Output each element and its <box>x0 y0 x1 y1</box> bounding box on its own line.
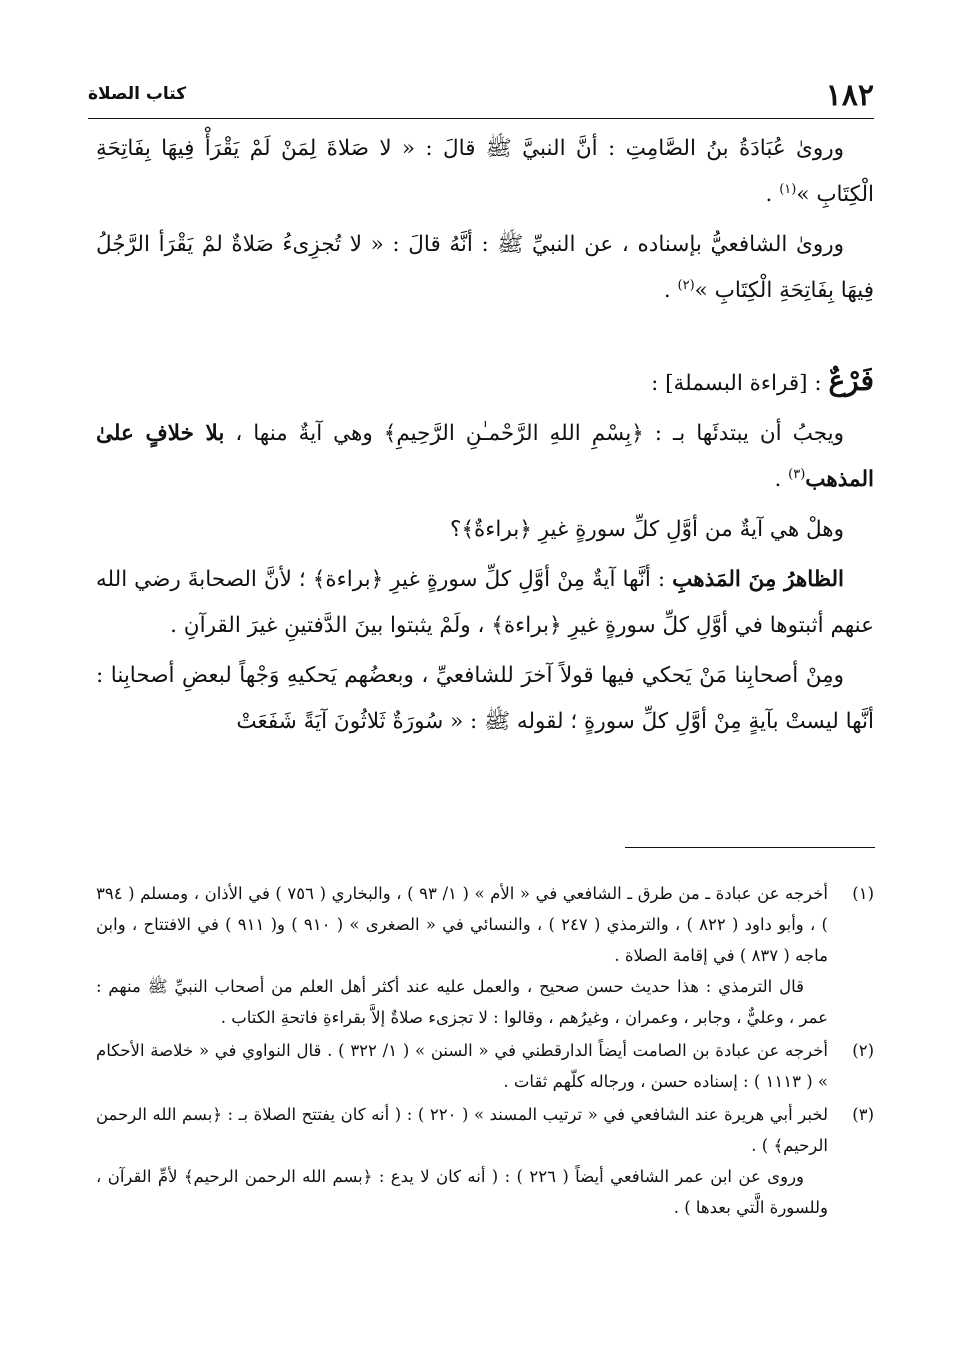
footnote-continuation: وروى عن ابن عمر الشافعي أيضاً ( ٢٢٦ ) : ( أنه كان لا يدع : ﴿بسم الله الرحمن الرحيم﴾ لأمِّ القرآن ، وللسورة الَّتي بعدها ) . <box>96 1167 828 1217</box>
paragraph-1 <box>96 126 874 218</box>
section-title: : [قراءة البسملة] : <box>651 371 829 396</box>
paragraph-1-end: . <box>765 182 780 207</box>
book-title: كتاب الصلاة <box>88 84 187 104</box>
footnote-number: (١) <box>852 884 874 903</box>
paragraph-3-text: ويجبُ أن يبتدئَها بـ : ﴿بِسْمِ اللهِ الرَّحْمـٰنِ الرَّحِيمِ﴾ وهي آيةٌ منها ، <box>224 421 844 446</box>
paragraph-1-text: وروىٰ عُبَادَةُ بنُ الصَّامِتِ : أنَّ النبيَّ ﷺ قالَ : « لا صَلاةَ لِمَنْ لَمْ يَقْرَأْ فِيهَا بِفَاتِحَةِ الْكِتَابِ » <box>96 136 874 207</box>
paragraph-2 <box>96 222 874 314</box>
footnote-3 <box>96 1099 874 1223</box>
paragraph-3 <box>96 411 874 503</box>
paragraph-5-bold: الظاهرُ مِنَ المَذهبِ <box>672 567 844 592</box>
paragraph-3-bold: بلا خلافٍ علىٰ المذهب <box>96 421 874 492</box>
main-text <box>96 126 874 745</box>
footnote-ref-1: (١) <box>779 181 797 197</box>
footnotes <box>96 878 874 1223</box>
paragraph-4: وهلْ هي آيةٌ من أوَّلِ كلِّ سورةٍ غيرِ ﴿براءةٌ﴾؟ <box>450 517 844 542</box>
paragraph-3-end: . <box>774 467 789 492</box>
paragraph-6: ومِنْ أصحابِنا مَنْ يَحكي فيها قولاً آخرَ للشافعيِّ ، وبعضُهم يَحكيهِ وَجْهاً لبعضِ أصحابِنا : أنَّها ليستْ بآيةٍ مِنْ أوَّلِ كلِّ سورةٍ ؛ لقوله ﷺ : « سُورَةٌ ثَلاثُونَ آيَةً شَفَعَتْ <box>96 663 874 734</box>
footnote-text: أخرجه عن عبادة بن الصامت أيضاً الدارقطني في « السنن » ( ١/ ٣٢٢ ) . قال النواوي في « خلاصة الأحكام » ( ١١١٣ ) : إسناده حسن ، ورجاله كلّهم ثقات . <box>96 1041 828 1091</box>
page-header <box>88 78 874 119</box>
footnote-text: أخرجه عن عبادة ـ من طرق ـ الشافعي في « الأم » ( ١/ ٩٣ ) ، والبخاري ( ٧٥٦ ) في الأذان ، ومسلم ( ٣٩٤ ) ، وأبو داود ( ٨٢٢ ) ، والترمذي ( ٢٤٧ ) ، والنسائي في « الصغرى » ( ٩١٠ ) و( ٩١١ ) في الافتتاح ، وابن ماجه ( ٨٣٧ ) في إقامة الصلاة . <box>96 884 828 965</box>
footnote-text: لخبر أبي هريرة عند الشافعي في « ترتيب المسند » ( ٢٢٠ ) : ( أنه كان يفتتح الصلاة بـ : ﴿بسم الله الرحمن الرحيم﴾ ) . <box>96 1105 828 1155</box>
footnote-number: (٢) <box>852 1041 874 1060</box>
footnote-ref-2: (٢) <box>677 277 695 293</box>
paragraph-5-text: : أنَّها آيةٌ مِنْ أوَّلِ كلِّ سورةٍ غيرِ ﴿براءة﴾ ؛ لأنَّ الصحابةَ رضي الله عنهم أثبتوها في أوَّلِ كلِّ سورةٍ غيرِ ﴿براءة﴾ ، ولَمْ يثبتوا بينَ الدَّفتينِ غيرَ القرآنِ . <box>96 567 874 638</box>
footnote-continuation: قال الترمذي : هذا حديث حسن صحيح ، والعمل عليه عند أكثر أهل العلم من أصحاب النبيِّ ﷺ منهم : عمر ، وعليٌّ ، وجابر ، وعمران ، وغيرُهم ، وقالوا : لا تجزىء صلاةٌ إلاَّ بقراءةِ فاتحةِ الكتاب . <box>96 977 828 1027</box>
footnote-ref-3: (٣) <box>788 466 806 482</box>
footnote-divider <box>625 847 875 848</box>
footnote-2 <box>96 1035 874 1097</box>
paragraph-2-text: وروىٰ الشافعيُّ بإسناده ، عن النبيِّ ﷺ : أنَّهُ قالَ : « لا تُجزِىءُ صَلاةٌ لمْ يَقْرَأ الرَّجُلُ فِيهَا بِفَاتِحَةِ الْكِتَابِ » <box>96 232 874 303</box>
paragraph-2-end: . <box>663 278 678 303</box>
paragraph-5 <box>96 557 874 649</box>
footnote-number: (٣) <box>852 1105 874 1124</box>
page-number: ١٨٢ <box>825 78 874 113</box>
section-heading <box>96 358 874 407</box>
footnote-1 <box>96 878 874 1033</box>
section-label: فَرْعٌ <box>828 364 874 397</box>
